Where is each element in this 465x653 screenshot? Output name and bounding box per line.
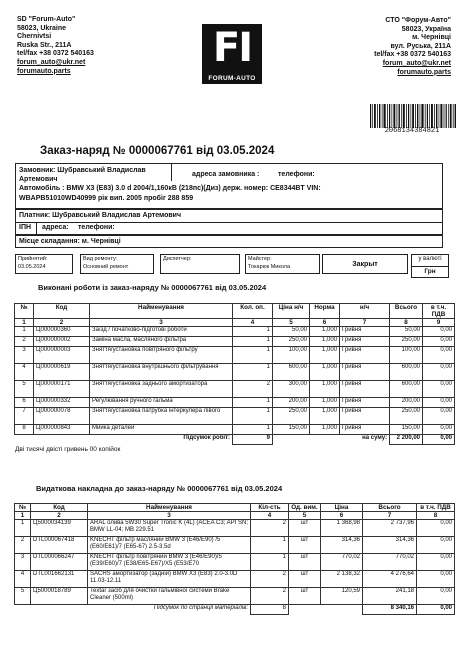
works-subtotal-row [15, 435, 455, 445]
materials-number-row [15, 512, 455, 520]
row-name: Зняття/установка повітряного фільтру [90, 347, 233, 364]
mat-col-total: Всього [363, 504, 417, 512]
row-number: 4 [15, 571, 31, 588]
row-name: KNECHT фільтр масляний BMW 3 (E46/E90) /5 (E60/E61)/7 (E65-67) 2.5-3.5d [88, 537, 251, 554]
mat-col-vat: в т.ч. ПДВ [417, 504, 455, 512]
table-row [15, 347, 455, 364]
row-name: Зняття/установка внутрішнього фільтрування [90, 364, 233, 381]
currency-label: у валюті [418, 256, 442, 262]
works-col-norm: Норма [310, 304, 340, 319]
row-price: 100,00 [273, 347, 310, 364]
payer-phone-label: телефони: [78, 224, 115, 231]
table-row [15, 327, 455, 337]
row-vat: 0,00 [417, 554, 455, 571]
customer-address-label: адреса замовника : [192, 171, 260, 178]
company-address-left [17, 16, 94, 76]
company-address-right [374, 17, 451, 77]
row-total: 4 276,64 [363, 571, 417, 588]
table-row [15, 588, 455, 605]
row-qty: 2 [251, 520, 289, 537]
accepted-date: 03.05.2024 [18, 264, 46, 270]
works-col-vat: в т.ч. ПДВ [423, 304, 455, 319]
forum-auto-logo [202, 24, 262, 84]
table-row [15, 408, 455, 425]
mat-num-4: 4 [251, 512, 289, 520]
row-name: Заїзд / початково-підготові роботи [90, 327, 233, 337]
place-of-issue: Місце складання: м. Чернівці [19, 238, 121, 245]
row-total: 200,00 [390, 398, 423, 408]
materials-subtotal-vat: 0,00 [417, 605, 455, 615]
materials-subtotal-label: Підсумок по странції матеріалів: [153, 605, 248, 611]
row-price: 50,00 [273, 327, 310, 337]
row-number: 5 [15, 381, 34, 398]
works-table [14, 303, 455, 445]
row-vat: 0,00 [423, 347, 455, 364]
email-link-en[interactable]: forum_auto@ukr.net [17, 58, 86, 66]
row-code: Ц000000360 [34, 327, 90, 337]
row-qty: 1 [233, 398, 273, 408]
row-unit: шт [289, 554, 321, 571]
row-unit: Гривня [340, 364, 390, 381]
row-vat: 0,00 [417, 520, 455, 537]
phone-ua: tel/fax +38 0372 540163 [374, 51, 451, 59]
customer-box [15, 163, 443, 209]
payer-box [15, 209, 443, 235]
row-vat: 0,00 [423, 327, 455, 337]
phone-en: tel/fax +38 0372 540163 [17, 50, 94, 58]
row-name: Регулювання ручного гальма [90, 398, 233, 408]
works-col-total: Всього [390, 304, 423, 319]
company-name-en: SD "Forum-Auto" [17, 16, 76, 23]
row-unit: Гривня [340, 381, 390, 398]
row-qty: 2 [251, 571, 289, 588]
row-unit: шт [289, 571, 321, 588]
works-subtotal-qty: 9 [233, 435, 273, 445]
row-code: Ц000000003 [34, 347, 90, 364]
row-price: 150,00 [273, 425, 310, 435]
works-num-8: 8 [390, 319, 423, 327]
row-number: 4 [15, 364, 34, 381]
row-name: Зняття/установка патрубка інтеркулера лівого [90, 408, 233, 425]
row-norm: 1,000 [310, 327, 340, 337]
works-num-2: 2 [34, 319, 90, 327]
row-name: KNECHT фільтр повітряний BMW 3 (E46/E90)/5 (E39/E60)/7 (E38/E65-E67)/X5 (E53/E70 [88, 554, 251, 571]
row-code: Ц000000619 [34, 364, 90, 381]
row-code: DTL001662131 [31, 571, 88, 588]
materials-header-row [15, 504, 455, 512]
barcode-number: 2068134384821 [384, 127, 440, 135]
row-price: 300,00 [273, 381, 310, 398]
materials-table [14, 503, 455, 615]
row-number: 3 [15, 347, 34, 364]
row-number: 2 [15, 537, 31, 554]
row-vat: 0,00 [417, 588, 455, 605]
row-name: Заміна масла, масляного фільтра [90, 337, 233, 347]
row-vat: 0,00 [417, 571, 455, 588]
place-box [15, 235, 443, 248]
row-code: Ц000000078 [34, 408, 90, 425]
row-qty: 2 [251, 588, 289, 605]
row-qty: 1 [233, 364, 273, 381]
order-title: Заказ-наряд № 0000067761 від 03.05.2024 [40, 145, 275, 157]
row-unit: Гривня [340, 408, 390, 425]
street-en: Ruska Str., 211A [17, 41, 72, 49]
row-total: 314,36 [363, 537, 417, 554]
row-total: 250,00 [390, 408, 423, 425]
mat-num-3: 3 [88, 512, 251, 520]
status-value: Закрыт [352, 261, 378, 268]
row-total: 600,00 [390, 364, 423, 381]
works-col-qty: Кол. оп. [233, 304, 273, 319]
row-code: DTL000067418 [31, 537, 88, 554]
row-unit: Гривня [340, 347, 390, 364]
materials-subtotal-row [15, 605, 455, 615]
row-price: 1 368,98 [321, 520, 363, 537]
row-unit: Гривня [340, 398, 390, 408]
city-en: Chernivtsi [17, 33, 52, 41]
row-price: 120,59 [321, 588, 363, 605]
currency-box [411, 254, 449, 278]
mat-num-7: 7 [363, 512, 417, 520]
works-col-name: Найменування [90, 304, 233, 319]
row-name: ARAL олива 5W30 Super Tronic K (4L) (ACEA C3; API SN; BMW LL-04; MB 229.51 [88, 520, 251, 537]
row-total: 100,00 [390, 347, 423, 364]
row-number: 6 [15, 398, 34, 408]
row-vat: 0,00 [423, 408, 455, 425]
row-price: 600,00 [273, 364, 310, 381]
row-norm: 1,000 [310, 398, 340, 408]
table-row [15, 425, 455, 435]
mat-num-1: 1 [15, 512, 31, 520]
mat-num-8: 8 [417, 512, 455, 520]
materials-title: Видаткова накладна до заказ-наряду № 0000067761 від 03.05.2024 [36, 484, 283, 493]
table-row [15, 381, 455, 398]
works-header-row [15, 304, 455, 319]
works-sum-total: 2 200,00 [390, 435, 423, 445]
row-number: 1 [15, 327, 34, 337]
row-name: Мийка деталей [90, 425, 233, 435]
row-qty: 1 [233, 408, 273, 425]
payer-name: Платник: Шубравський Владислав Артемович [19, 212, 182, 219]
row-vat: 0,00 [423, 398, 455, 408]
mat-col-name: Найменування [88, 504, 251, 512]
site-link-en[interactable]: forumauto.parts [17, 67, 71, 75]
table-row [15, 398, 455, 408]
row-number: 2 [15, 337, 34, 347]
works-sum-label: на суму: [362, 435, 387, 441]
row-vat: 0,00 [423, 381, 455, 398]
row-qty: 1 [251, 554, 289, 571]
works-amount-words: Дві тисячі двісті гривень 00 копійок [15, 446, 121, 453]
dispatcher-label: Диспетчер: [163, 256, 192, 262]
row-total: 250,00 [390, 337, 423, 347]
mat-col-code: Код [31, 504, 88, 512]
row-name: Textar засіб для очистки гальмівної системи Brake Cleaner (500ml) [88, 588, 251, 605]
row-code: Ц5000018789 [31, 588, 88, 605]
row-vat: 0,00 [423, 337, 455, 347]
row-number: 3 [15, 554, 31, 571]
row-norm: 1,000 [310, 337, 340, 347]
row-norm: 1,000 [310, 425, 340, 435]
works-num-6: 6 [310, 319, 340, 327]
logo-letters: FI [212, 25, 252, 71]
master-name: Токарюк Микола [248, 264, 291, 270]
barcode-image [370, 104, 456, 128]
accepted-label: Прийнятий: [18, 256, 48, 262]
table-row [15, 337, 455, 347]
works-num-9: 9 [423, 319, 455, 327]
customer-name: Замовник: Шубравський Владислав Артемович [19, 167, 146, 183]
works-title: Виконані роботи із заказ-наряду № 0000067761 від 03.05.2024 [38, 283, 267, 292]
row-norm: 1,000 [310, 408, 340, 425]
row-vat: 0,00 [423, 425, 455, 435]
row-total: 770,02 [363, 554, 417, 571]
master-label: Майстер: [248, 256, 272, 262]
works-num-1: 1 [15, 319, 34, 327]
mat-col-unit: Од. вим. [289, 504, 321, 512]
row-vat: 0,00 [423, 364, 455, 381]
repair-type-label: Вид ремонту: [83, 256, 118, 262]
works-col-code: Код [34, 304, 90, 319]
company-name-ua: СТО "Форум-Авто" [385, 17, 451, 24]
materials-subtotal-total: 8 340,16 [363, 605, 417, 615]
row-name: SACHS амортизатор (задній) BMW X3 (E83) 2.0-3.0D 11.03-12.11 [88, 571, 251, 588]
works-num-7: 7 [340, 319, 390, 327]
row-code: Ц000000171 [34, 381, 90, 398]
repair-type-value: Основний ремонт [83, 264, 129, 270]
row-total: 2 737,96 [363, 520, 417, 537]
row-price: 250,00 [273, 408, 310, 425]
row-price: 770,02 [321, 554, 363, 571]
row-unit: Гривня [340, 425, 390, 435]
table-row [15, 537, 455, 554]
postal-en: 58023, Ukraine [17, 24, 67, 32]
master-box [245, 254, 320, 274]
row-name: Зняття/установка заднього амортизатора [90, 381, 233, 398]
row-qty: 1 [233, 327, 273, 337]
works-sum-vat: 0,00 [423, 435, 455, 445]
payer-address-label: адреса: [42, 224, 69, 231]
row-total: 150,00 [390, 425, 423, 435]
mat-col-price: Ціна [321, 504, 363, 512]
works-num-3: 3 [90, 319, 233, 327]
mat-num-6: 6 [321, 512, 363, 520]
works-number-row [15, 319, 455, 327]
currency-value: Грн [424, 268, 436, 275]
mat-col-qty: Кіл-сть [251, 504, 289, 512]
works-col-unit: н/ч [340, 304, 390, 319]
mat-num-5: 5 [289, 512, 321, 520]
row-number: 8 [15, 425, 34, 435]
row-vat: 0,00 [417, 537, 455, 554]
car-line-1: Автомобіль : BMW X3 (E83) 3.0 d 2004/1,160кВ (218пс)(Диз) держ. номер: CE8344BT VIN: [19, 185, 321, 192]
table-row [15, 554, 455, 571]
row-price: 314,36 [321, 537, 363, 554]
row-unit: шт [289, 537, 321, 554]
works-num-4: 4 [233, 319, 273, 327]
row-unit: шт [289, 588, 321, 605]
row-number: 1 [15, 520, 31, 537]
status-box [322, 254, 408, 274]
row-code: Ц000000002 [34, 337, 90, 347]
site-link-ua[interactable]: forumauto.parts [397, 68, 451, 76]
row-number: 7 [15, 408, 34, 425]
row-unit: шт [289, 520, 321, 537]
row-norm: 1,000 [310, 347, 340, 364]
row-unit: Гривня [340, 327, 390, 337]
row-qty: 1 [233, 425, 273, 435]
row-norm: 1,000 [310, 381, 340, 398]
row-price: 250,00 [273, 337, 310, 347]
email-link-ua[interactable]: forum_auto@ukr.net [382, 59, 451, 67]
row-qty: 1 [251, 537, 289, 554]
row-unit: Гривня [340, 337, 390, 347]
repair-type-box [80, 254, 154, 274]
row-total: 241,18 [363, 588, 417, 605]
table-row [15, 571, 455, 588]
works-subtotal-label: Підсумок робіт: [183, 435, 230, 441]
row-total: 600,00 [390, 381, 423, 398]
table-row [15, 364, 455, 381]
mat-col-n: № [15, 504, 31, 512]
payer-ipn-label: ІПН [19, 224, 32, 231]
row-price: 2 138,32 [321, 571, 363, 588]
row-code: Ц5000034139 [31, 520, 88, 537]
works-col-price: Ціна н/ч [273, 304, 310, 319]
row-norm: 1,000 [310, 364, 340, 381]
table-row [15, 520, 455, 537]
works-col-n: № [15, 304, 34, 319]
mat-num-2: 2 [31, 512, 88, 520]
row-number: 5 [15, 588, 31, 605]
row-code: Ц000000332 [34, 398, 90, 408]
row-code: DTL000066247 [31, 554, 88, 571]
dispatcher-box [160, 254, 240, 274]
logo-wordmark: FORUM-AUTO [208, 75, 256, 82]
postal-ua: 58023, Україна [401, 25, 451, 33]
row-qty: 1 [233, 347, 273, 364]
row-total: 50,00 [390, 327, 423, 337]
row-code: Ц000000843 [34, 425, 90, 435]
row-qty: 1 [233, 337, 273, 347]
works-num-5: 5 [273, 319, 310, 327]
accepted-box [15, 254, 73, 274]
materials-subtotal-qty: 8 [251, 605, 289, 615]
street-ua: вул. Руська, 211А [390, 42, 451, 50]
customer-phone-label: телефони: [278, 171, 315, 178]
row-price: 200,00 [273, 398, 310, 408]
city-ua: м. Чернівці [412, 34, 451, 42]
row-qty: 2 [233, 381, 273, 398]
car-line-2: WBAPB51010WD40999 рік вип. 2005 пробіг 288 859 [19, 195, 194, 202]
